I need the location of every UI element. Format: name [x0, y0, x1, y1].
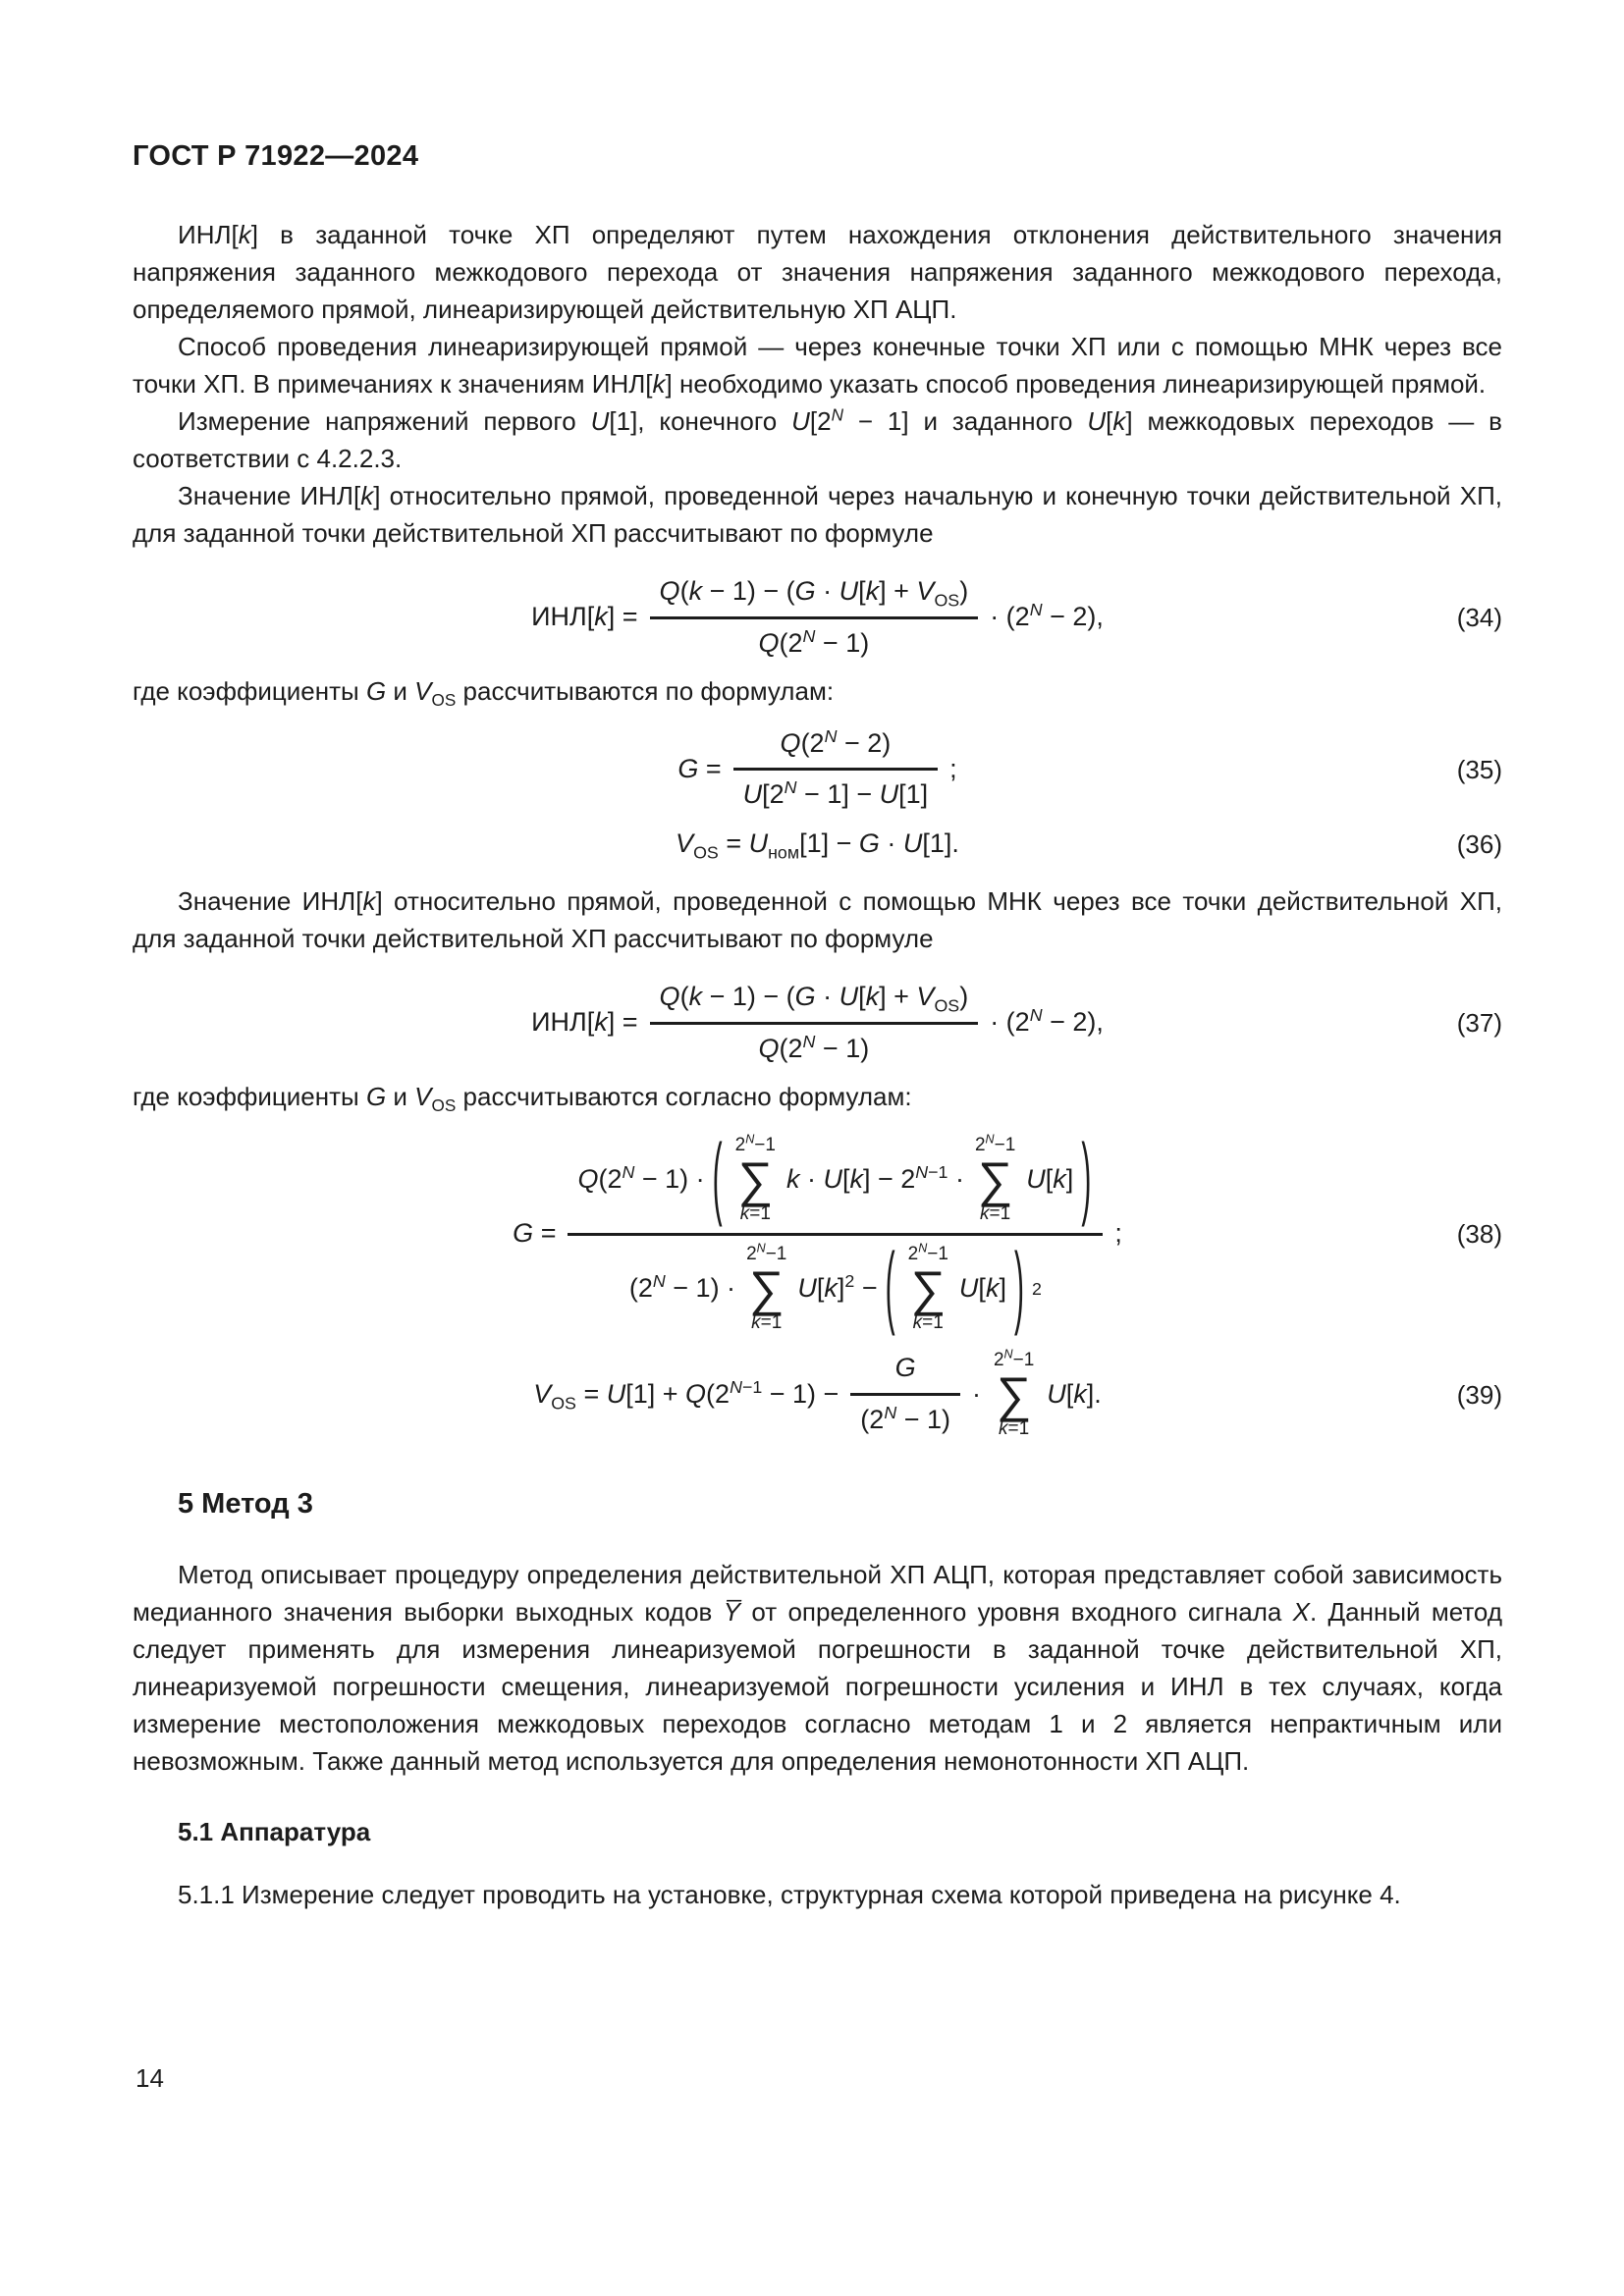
formula-35-lhs: G = [677, 753, 722, 783]
formula-38-tail: ; [1114, 1218, 1122, 1249]
summation: $2^N-1$ ∑ k=1 [907, 1241, 948, 1333]
section-heading-method-3: 5 Метод 3 [178, 1487, 313, 1520]
sigma-icon: ∑ [737, 1151, 774, 1207]
formula-37-lhs: ИНЛ[k] = [531, 1007, 638, 1038]
sigma-icon: ∑ [996, 1366, 1032, 1422]
formula-37-tail: · $(2^N - 2)$, [990, 1005, 1104, 1038]
formula-39-lhs: $V_{OS} = U[1] + Q(2^{N-1} - 1)$ − [533, 1376, 839, 1414]
formula-34 [133, 573, 1502, 663]
fraction: $\frac{Q(2^N - 2)}{U[2^N - 1] - U[1]}$ [733, 725, 939, 815]
formula-35-tail: ; [949, 753, 957, 783]
close-paren: ) [1081, 1127, 1092, 1229]
formula-38-number: (38) [1456, 1219, 1502, 1249]
formula-36-number: (36) [1456, 829, 1502, 859]
fraction: $Q(2^N - 1)$ · ( $2^N-1$ ∑ k=1 $k \cdot U[k] - 2^{N-1}$ · $2^N-1$ ∑ k=1 U[k] ) $(2^N - 1)$ · $2^N-1$ ∑ k=1 $U[k]^2$ − ( $2^N-1$ ∑ k=1 U[k] ) 2 [568, 1133, 1103, 1336]
formula-37 [133, 979, 1502, 1068]
page-number: 14 [135, 2063, 164, 2093]
summation: $2^N-1$ ∑ k=1 [734, 1132, 776, 1224]
formula-39 [133, 1347, 1502, 1440]
formula-34-number: (34) [1456, 603, 1502, 633]
standard-code: ГОСТ Р 71922—2024 [133, 140, 419, 172]
fraction: $\frac{Q(k - 1) - (G \cdot U[k] + V_{OS})}{Q(2^N - 1)}$ [650, 979, 979, 1068]
paragraph-voltage-measurement: Измерение напряжений первого U[1], конечного $U[2^N - 1]$ и заданного U[k] межкодовых переходов — в соответствии с 4.2.2.3. [133, 404, 1502, 473]
formula-37-expression [531, 979, 1104, 1068]
paragraph-inl-definition: ИНЛ[k] в заданной точке ХП определяют путем нахождения отклонения действительного значения напряжения заданного межкодового перехода от значения напряжения заданного межкодового перехода, определяемого прямой, линеаризирующей действительную ХП АЦП. [133, 220, 1502, 324]
sigma-icon: ∑ [748, 1260, 785, 1316]
sigma-icon: ∑ [910, 1260, 947, 1316]
formula-39-tail: U[k]. [1047, 1378, 1102, 1409]
sigma-icon: ∑ [977, 1151, 1013, 1207]
formula-36 [133, 820, 1502, 869]
formula-39-dot: · [971, 1378, 981, 1409]
formula-35-expression [677, 725, 956, 815]
paragraph-where-coefficients-2: где коэффициенты G и $V_{OS}$ рассчитываются согласно формулам: [133, 1081, 912, 1115]
summation: $2^N-1$ ∑ k=1 [746, 1241, 787, 1333]
formula-39-expression [533, 1347, 1102, 1440]
formula-38 [133, 1127, 1502, 1338]
paragraph-inl-endpoints: Значение ИНЛ[k] относительно прямой, проведенной через начальную и конечную точки действительной ХП, для заданной точки действительной ХП рассчитывают по формуле [133, 481, 1502, 548]
paragraph-where-coefficients-1: где коэффициенты G и $V_{OS}$ рассчитываются по формулам: [133, 675, 835, 710]
subsection-heading-apparatus: 5.1 Аппаратура [178, 1816, 371, 1846]
paragraph-inl-lsq: Значение ИНЛ[k] относительно прямой, проведенной с помощью МНК через все точки действительной ХП, для заданной точки действительной ХП рассчитывают по формуле [133, 886, 1502, 953]
formula-38-expression [513, 1127, 1122, 1338]
open-paren: ( [712, 1127, 723, 1229]
formula-38-lhs: G = [513, 1218, 557, 1249]
formula-35-number: (35) [1456, 754, 1502, 784]
paragraph-method-description: Метод описывает процедуру определения действительной ХП АЦП, которая представляет собой зависимость медианного значения выборки выходных кодов Y̅ от определенного уровня входного сигнала X. Данный метод следует применять для измерения линеаризуемой погрешности в заданной точке действительной ХП, линеаризуемой погрешности смещения, линеаризуемой погрешности усиления и ИНЛ в тех случаях, когда измерение местоположения межкодовых переходов согласно методам 1 и 2 является непрактичным или невозможным. Также данный метод используется для определения немонотонности ХП АЦП. [133, 1559, 1502, 1776]
fraction: $\frac{G}{(2^N - 1)}$ [850, 1350, 960, 1439]
summation: $2^N-1$ ∑ k=1 [993, 1347, 1035, 1439]
paragraph-linearizing-line: Способ проведения линеаризирующей прямой — через конечные точки ХП или с помощью МНК через все точки ХП. В примечаниях к значениям ИНЛ[k] необходимо указать способ проведения линеаризирующей прямой. [133, 332, 1502, 399]
formula-36-expression [676, 828, 959, 861]
formula-35 [133, 725, 1502, 815]
summation: $2^N-1$ ∑ k=1 [974, 1132, 1016, 1224]
close-paren: ) [1013, 1236, 1024, 1338]
formula-34-tail: · $(2^N - 2)$, [990, 600, 1104, 632]
open-paren: ( [885, 1236, 895, 1338]
formula-34-lhs: ИНЛ[k] = [531, 602, 638, 632]
formula-36-body: $V_{OS} = U_{ном}[1] - G \cdot U[1]$. [676, 828, 959, 863]
fraction: $\frac{Q(k - 1) - (G \cdot U[k] + V_{OS})}{Q(2^N - 1)}$ [650, 573, 979, 663]
formula-34-expression [531, 573, 1104, 663]
paragraph-measurement-setup: 5.1.1 Измерение следует проводить на установке, структурная схема которой приведена на рисунке 4. [178, 1879, 1401, 1909]
formula-37-number: (37) [1456, 1008, 1502, 1039]
formula-39-number: (39) [1456, 1379, 1502, 1410]
